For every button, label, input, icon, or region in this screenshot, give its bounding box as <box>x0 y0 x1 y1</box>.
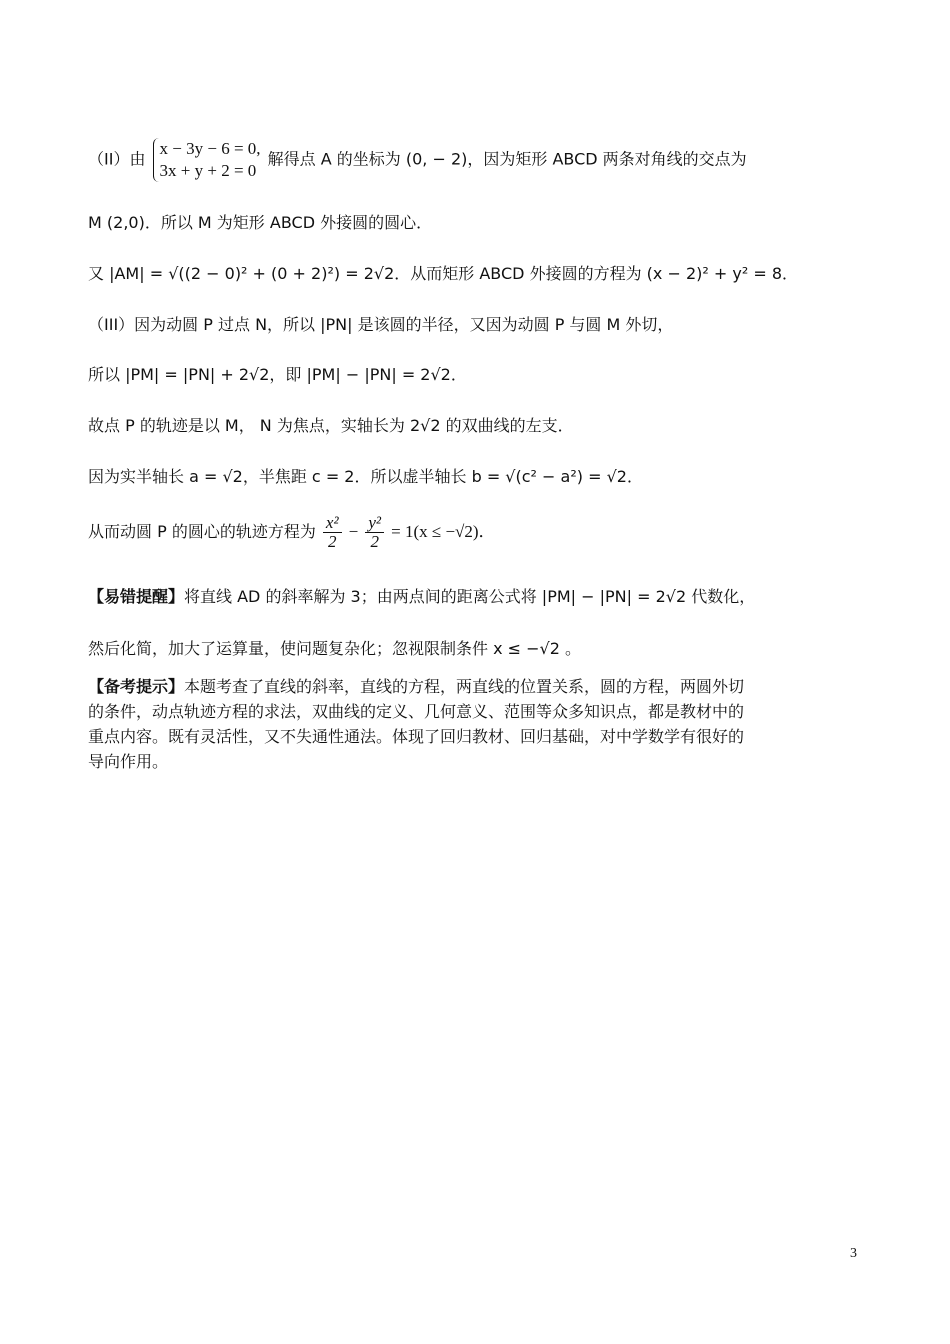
fraction-x <box>323 514 342 551</box>
minus-sign: − <box>348 522 359 541</box>
locus-prefix: 从而动圆 P 的圆心的轨迹方程为 <box>88 522 316 541</box>
fraction-y-numerator: y² <box>365 514 384 533</box>
line-error-reminder-cont: 然后化简，加大了运算量，使问题复杂化；忽视限制条件 x ≤ −√2 。 <box>88 639 582 658</box>
part-ii-prefix: （II）由 <box>88 149 146 169</box>
exam-tip-text: 本题考查了直线的斜率，直线的方程，两直线的位置关系，圆的方程，两圆外切的条件，动点轨迹方程的求法，双曲线的定义、几何意义、范围等众多知识点，都是教材中的重点内容。既有灵活性，又不失通性通法。体现了回归教材、回归基础，对中学数学有很好的导向作用。 <box>88 677 745 771</box>
error-reminder-text: 将直线 AD 的斜率解为 3；由两点间的距离公式将 |PM| − |PN| = 2√2 代数化， <box>184 587 756 606</box>
line-pm-pn: 所以 |PM| = |PN| + 2√2，即 |PM| − |PN| = 2√2． <box>88 365 467 384</box>
locus-rest: = 1(x ≤ −√2)． <box>391 522 496 541</box>
part-ii-text: 解得点 A 的坐标为 (0, − 2)，因为矩形 ABCD 两条对角线的交点为 <box>267 149 747 169</box>
fraction-x-denominator: 2 <box>328 532 337 551</box>
line-circle-equation: 又 |AM| = √((2 − 0)² + (0 + 2)²) = 2√2．从而矩形 ABCD 外接圆的方程为 (x − 2)² + y² = 8． <box>88 264 798 283</box>
fraction-x-numerator: x² <box>323 514 342 533</box>
line-locus-equation <box>88 514 496 551</box>
fraction-y <box>365 514 384 551</box>
line-part-ii <box>88 138 747 182</box>
line-circle-center: M (2,0)．所以 M 为矩形 ABCD 外接圆的圆心． <box>88 213 433 232</box>
line-semi-axes: 因为实半轴长 a = √2，半焦距 c = 2．所以虚半轴长 b = √(c² − a²) = √2． <box>88 467 643 486</box>
line-locus-hyperbola: 故点 P 的轨迹是以 M， N 为焦点，实轴长为 2√2 的双曲线的左支． <box>88 416 574 435</box>
equation-2: 3x + y + 2 = 0 <box>159 161 257 180</box>
exam-tip-tag: 【备考提示】 <box>88 677 185 696</box>
line-error-reminder <box>88 586 755 608</box>
error-reminder-tag: 【易错提醒】 <box>88 587 185 606</box>
equation-1: x − 3y − 6 = 0, <box>159 139 261 158</box>
exam-tip-paragraph <box>88 674 756 774</box>
fraction-y-denominator: 2 <box>370 532 379 551</box>
line-part-iii: （III）因为动圆 P 过点 N，所以 |PN| 是该圆的半径，又因为动圆 P 与圆 M 外切， <box>88 315 674 334</box>
page-number: 3 <box>850 1246 857 1261</box>
equation-system <box>153 138 261 182</box>
